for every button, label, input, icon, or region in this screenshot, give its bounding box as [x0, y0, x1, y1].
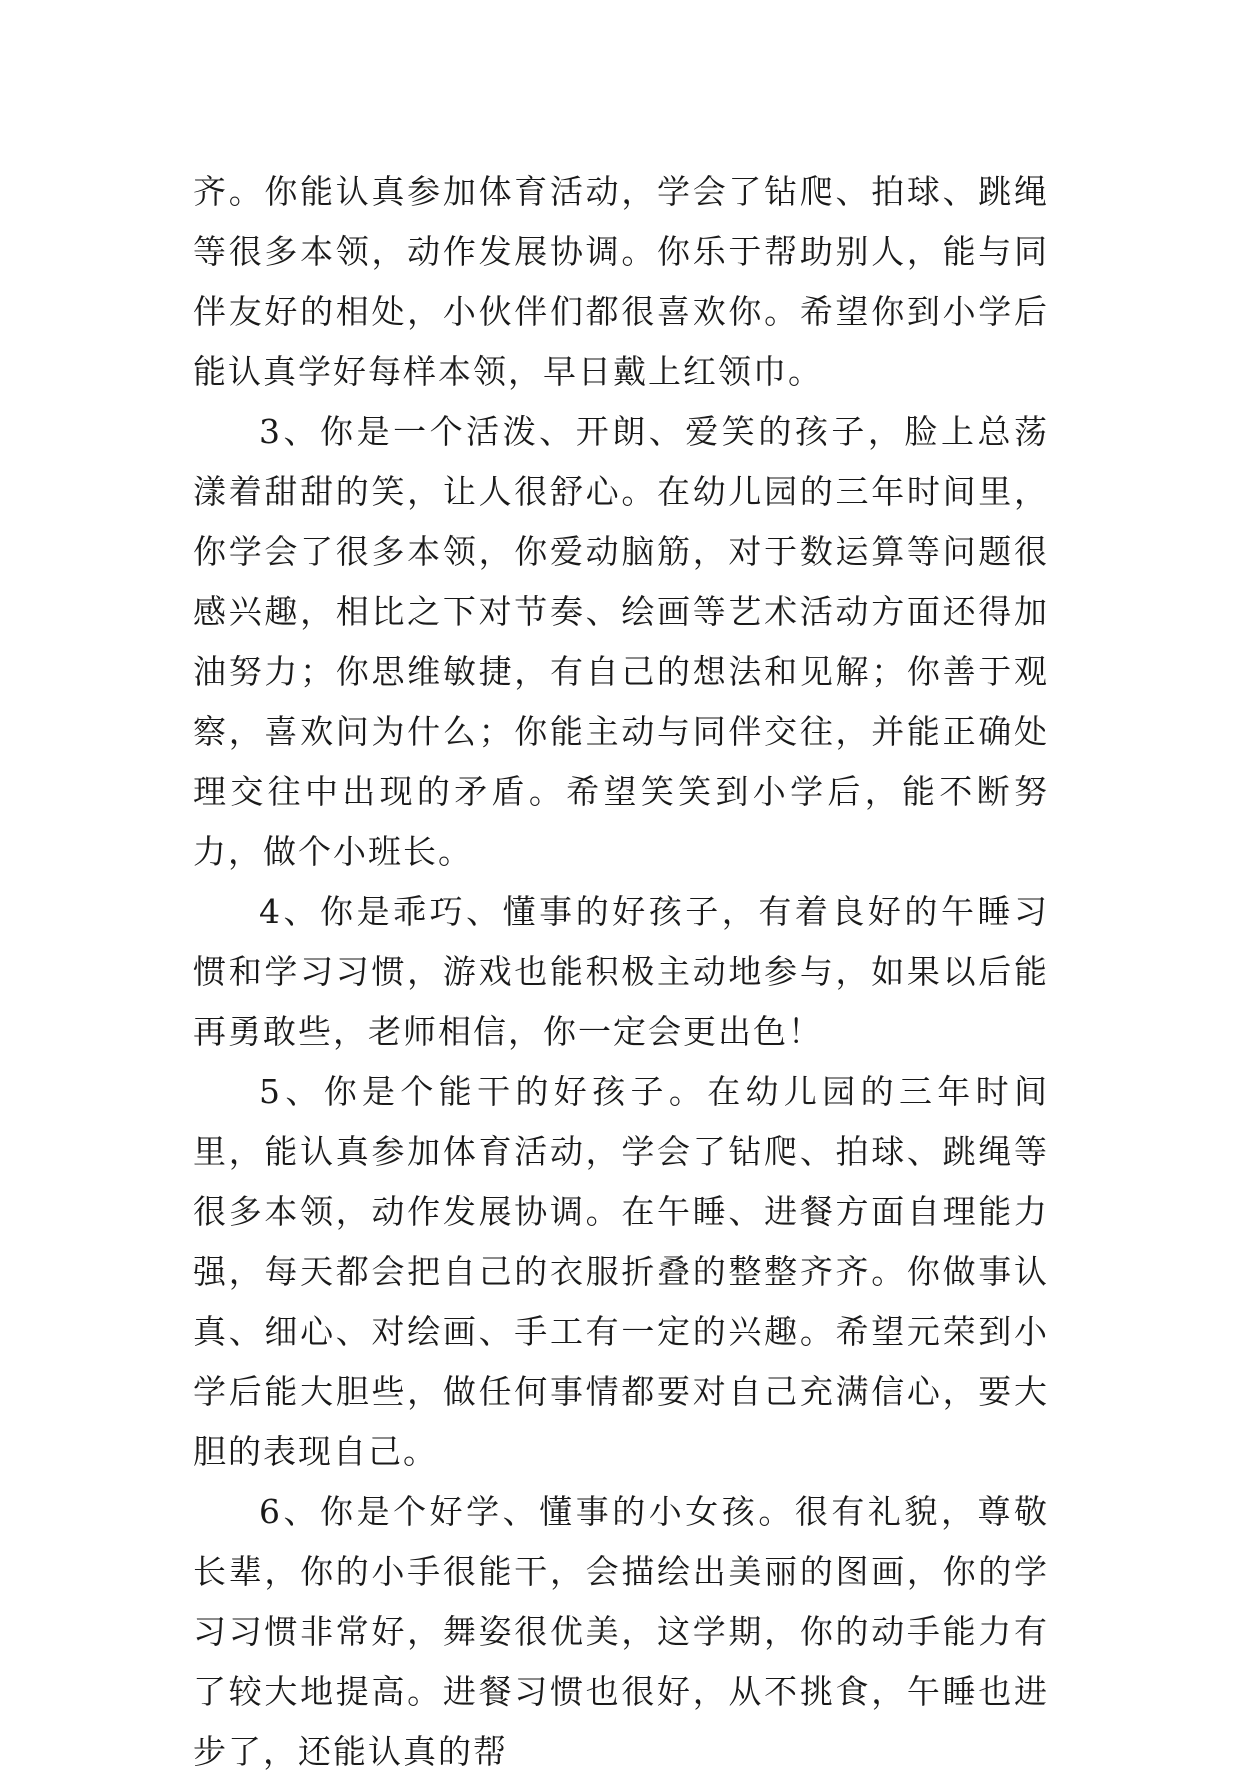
- paragraph-4: 4、你是乖巧、懂事的好孩子，有着良好的午睡习惯和学习习惯，游戏也能积极主动地参与，如果以后能再勇敢些，老师相信，你一定会更出色！: [193, 892, 1049, 1051]
- paragraph-5: 5、你是个能干的好孩子。在幼儿园的三年时间里，能认真参加体育活动，学会了钻爬、拍球、跳绳等很多本领，动作发展协调。在午睡、进餐方面自理能力强，每天都会把自己的衣服折叠的整整齐齐。你做事认真、细心、对绘画、手工有一定的兴趣。希望元荣到小学后能大胆些，做任何事情都要对自己充满信心，要大胆的表现自己。: [193, 1072, 1049, 1471]
- paragraph-6: 6、你是个好学、懂事的小女孩。很有礼貌，尊敬长辈，你的小手很能干，会描绘出美丽的图画，你的学习习惯非常好，舞姿很优美，这学期，你的动手能力有了较大地提高。进餐习惯也很好，从不挑食，午睡也进步了，还能认真的帮: [193, 1492, 1049, 1771]
- document-body: [193, 162, 1049, 1782]
- paragraph-continuation: 齐。你能认真参加体育活动，学会了钻爬、拍球、跳绳等很多本领，动作发展协调。你乐于帮助别人，能与同伴友好的相处，小伙伴们都很喜欢你。希望你到小学后能认真学好每样本领，早日戴上红领巾。: [193, 172, 1049, 391]
- paragraph-3: 3、你是一个活泼、开朗、爱笑的孩子，脸上总荡漾着甜甜的笑，让人很舒心。在幼儿园的三年时间里，你学会了很多本领，你爱动脑筋，对于数运算等问题很感兴趣，相比之下对节奏、绘画等艺术活动方面还得加油努力；你思维敏捷，有自己的想法和见解；你善于观察，喜欢问为什么；你能主动与同伴交往，并能正确处理交往中出现的矛盾。希望笑笑到小学后，能不断努力，做个小班长。: [193, 412, 1049, 871]
